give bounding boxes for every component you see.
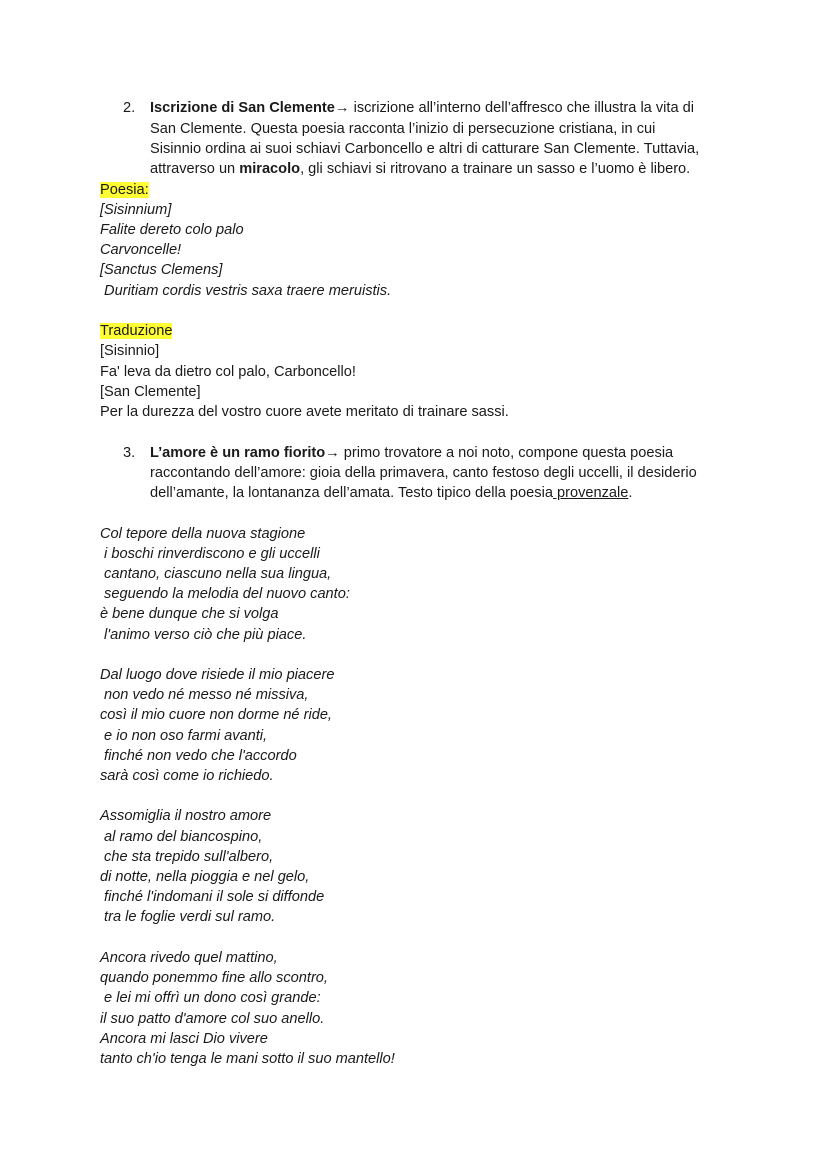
- stanza-line: Ancora rivedo quel mattino,: [100, 950, 278, 966]
- poem-line: [Sisinnium]: [100, 202, 172, 218]
- stanza-line: Dal luogo dove risiede il mio piacere: [100, 667, 335, 683]
- arrow-icon: →: [325, 445, 340, 461]
- stanza-line: i boschi rinverdiscono e gli uccelli: [100, 546, 320, 562]
- section-2-line-2: San Clemente. Questa poesia racconta l’inizio di persecuzione cristiana, in cui: [150, 121, 656, 137]
- section-title: L’amore è un ramo fiorito: [150, 445, 326, 461]
- bold-word: miracolo: [239, 161, 301, 177]
- translation-label: Traduzione: [100, 323, 173, 339]
- poem-line: Duritiam cordis vestris saxa traere meruistis.: [100, 283, 392, 299]
- list-number: 3.: [123, 445, 136, 461]
- section-2-line-3: Sisinnio ordina ai suoi schiavi Carboncello e altri di catturare San Clemente. Tuttavia,: [150, 141, 700, 157]
- stanza-line: così il mio cuore non dorme né ride,: [100, 707, 332, 723]
- stanza-line: Ancora mi lasci Dio vivere: [100, 1031, 268, 1047]
- section-3-line-1: L’amore è un ramo fiorito→ primo trovatore a noi noto, compone questa poesia: [150, 445, 674, 461]
- stanza-line: seguendo la melodia del nuovo canto:: [100, 586, 350, 602]
- poem-line: Carvoncelle!: [100, 242, 182, 258]
- stanza-line: di notte, nella pioggia e nel gelo,: [100, 869, 310, 885]
- section-2-line-4: attraverso un miracolo, gli schiavi si ritrovano a trainare un sasso e l’uomo è libero.: [150, 161, 691, 177]
- arrow-icon: →: [334, 100, 350, 116]
- stanza-line: che sta trepido sull'albero,: [100, 849, 274, 865]
- stanza-line: finché l'indomani il sole si diffonde: [100, 889, 325, 905]
- stanza-line: sarà così come io richiedo.: [100, 768, 274, 784]
- translation-line: [Sisinnio]: [100, 343, 160, 359]
- stanza-line: l'animo verso ciò che più piace.: [100, 627, 307, 643]
- list-number: 2.: [123, 100, 136, 116]
- stanza-line: non vedo né messo né missiva,: [100, 687, 309, 703]
- stanza-line: finché non vedo che l'accordo: [100, 748, 297, 764]
- poem-line: Falite dereto colo palo: [100, 222, 244, 238]
- translation-line: Fa' leva da dietro col palo, Carboncello!: [100, 364, 356, 380]
- section-3-line-3: dell’amante, la lontananza dell’amata. Testo tipico della poesia provenzale.: [150, 485, 633, 501]
- stanza-line: e io non oso farmi avanti,: [100, 728, 268, 744]
- provenzale-link[interactable]: provenzale: [552, 485, 629, 501]
- poem-label: Poesia:: [100, 182, 149, 198]
- stanza-line: tra le foglie verdi sul ramo.: [100, 909, 276, 925]
- section-2-line-1: Iscrizione di San Clemente→ iscrizione all’interno dell’affresco che illustra la vita di: [150, 100, 694, 116]
- stanza-line: quando ponemmo fine allo scontro,: [100, 970, 328, 986]
- stanza-line: il suo patto d'amore col suo anello.: [100, 1011, 325, 1027]
- translation-line: Per la durezza del vostro cuore avete meritato di trainare sassi.: [100, 404, 509, 420]
- stanza-line: e lei mi offrì un dono così grande:: [100, 990, 321, 1006]
- section-title: Iscrizione di San Clemente: [150, 100, 335, 116]
- translation-line: [San Clemente]: [100, 384, 201, 400]
- stanza-line: tanto ch'io tenga le mani sotto il suo mantello!: [100, 1051, 395, 1067]
- section-3-line-2: raccontando dell’amore: gioia della primavera, canto festoso degli uccelli, il desiderio: [150, 465, 697, 481]
- poem-line: [Sanctus Clemens]: [100, 262, 223, 278]
- stanza-line: cantano, ciascuno nella sua lingua,: [100, 566, 332, 582]
- stanza-line: Assomiglia il nostro amore: [100, 808, 272, 824]
- stanza-line: Col tepore della nuova stagione: [100, 526, 306, 542]
- stanza-line: al ramo del biancospino,: [100, 829, 263, 845]
- stanza-line: è bene dunque che si volga: [100, 606, 279, 622]
